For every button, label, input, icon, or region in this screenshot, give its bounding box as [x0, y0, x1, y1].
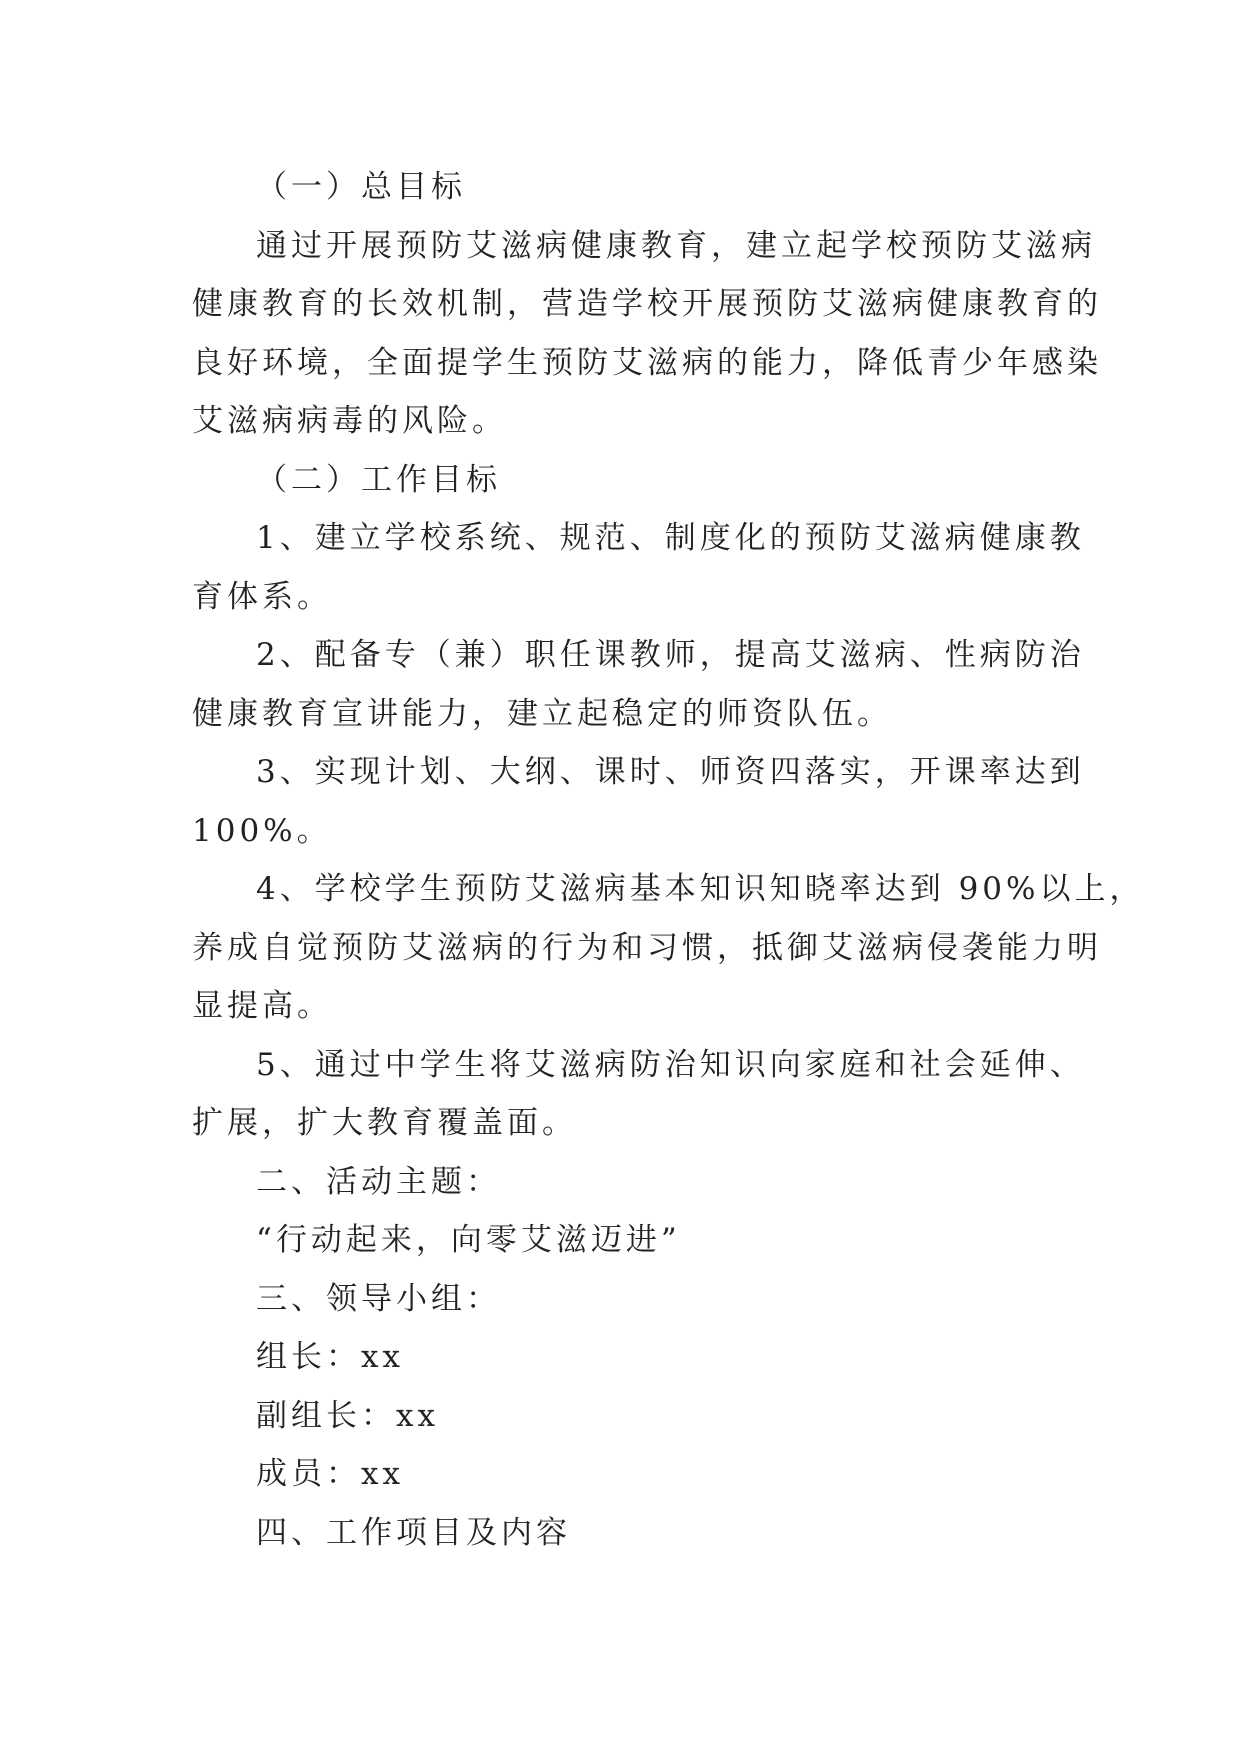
- list-item-1-cont: 育体系。: [192, 578, 332, 615]
- list-item-3: 3、实现计划、大纲、课时、师资四落实，开课率达到: [256, 754, 1085, 790]
- list-item-2-cont: 健康教育宣讲能力，建立起稳定的师资队伍。: [192, 695, 892, 732]
- section-heading-work-items: 四、工作项目及内容: [256, 1514, 571, 1551]
- leader-entry: 组长：xx: [256, 1339, 404, 1375]
- list-item-5-cont: 扩展，扩大教育覆盖面。: [192, 1105, 577, 1141]
- members-entry: 成员：xx: [256, 1456, 404, 1492]
- theme-slogan: “行动起来，向零艾滋迈进”: [256, 1222, 681, 1258]
- paragraph-line: 健康教育的长效机制，营造学校开展预防艾滋病健康教育的: [192, 286, 1102, 322]
- section-heading-work-goal: （二）工作目标: [256, 461, 501, 498]
- list-item-5: 5、通过中学生将艾滋病防治知识向家庭和社会延伸、: [256, 1046, 1085, 1083]
- deputy-leader-entry: 副组长：xx: [256, 1397, 439, 1434]
- list-item-2: 2、配备专（兼）职任课教师，提高艾滋病、性病防治: [256, 637, 1085, 673]
- section-heading-leadership: 三、领导小组：: [256, 1280, 501, 1317]
- paragraph-line: 艾滋病病毒的风险。: [192, 403, 507, 439]
- paragraph-line: 通过开展预防艾滋病健康教育，建立起学校预防艾滋病: [256, 227, 1096, 264]
- list-item-3-cont: 100%。: [192, 812, 332, 849]
- list-item-4-cont: 养成自觉预防艾滋病的行为和习惯，抵御艾滋病侵袭能力明: [192, 929, 1102, 966]
- section-heading-overall-goal: （一）总目标: [256, 169, 466, 205]
- list-item-4-cont: 显提高。: [192, 988, 332, 1024]
- paragraph-line: 良好环境，全面提学生预防艾滋病的能力，降低青少年感染: [192, 344, 1102, 381]
- list-item-4: 4、学校学生预防艾滋病基本知识知晓率达到 90%以上，: [256, 871, 1145, 907]
- section-heading-theme: 二、活动主题：: [256, 1163, 501, 1200]
- list-item-1: 1、建立学校系统、规范、制度化的预防艾滋病健康教: [256, 520, 1085, 556]
- document-body: [192, 158, 1145, 1562]
